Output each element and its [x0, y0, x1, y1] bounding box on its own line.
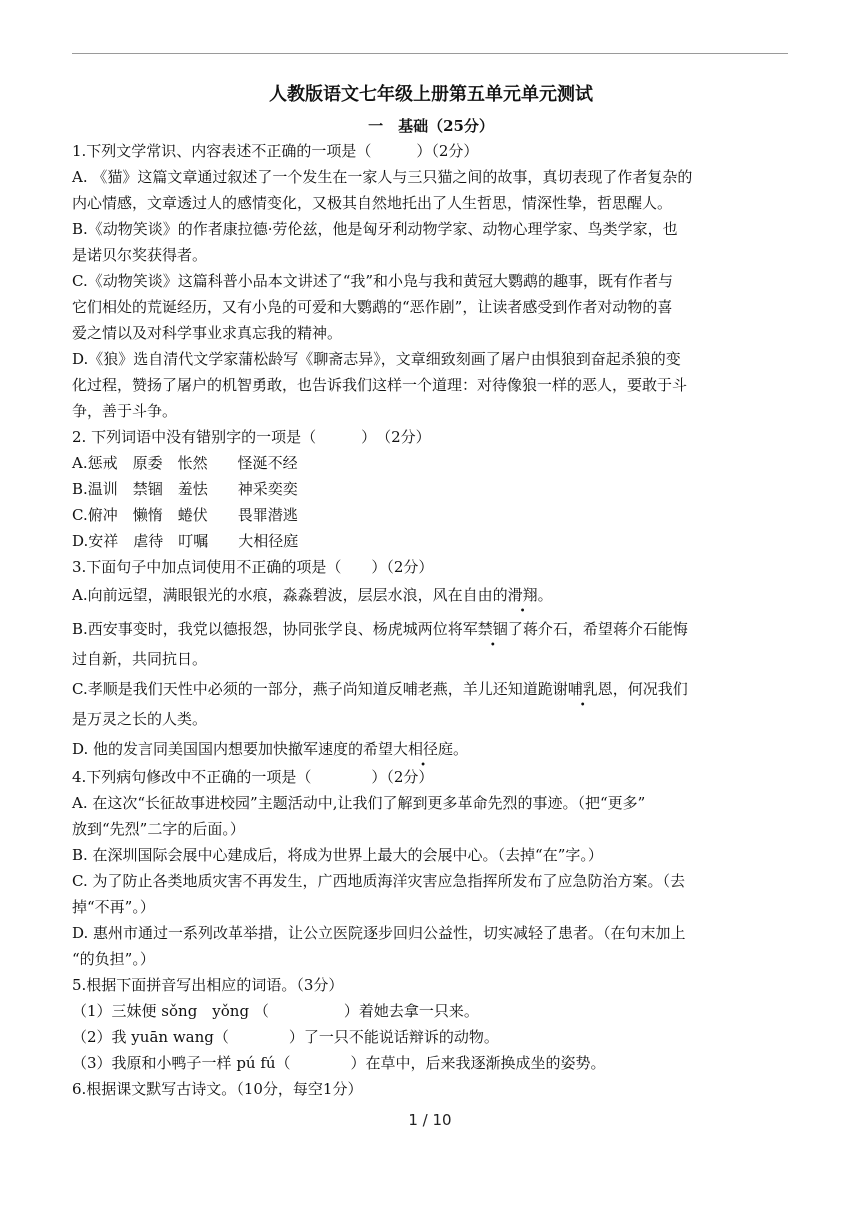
q3-c-dotted-word: 哺乳	[567, 680, 598, 698]
q3-b-dotted-word: 禁锢	[477, 620, 508, 638]
q5-item-1: （1）三妹便 sǒng yǒng （ ）着她去拿一只来。	[72, 1002, 479, 1020]
q1-option-a-line1: A. 《猫》这篇文章通过叙述了一个发生在一家人与三只猫之间的故事，真切表现了作者复杂的	[72, 168, 693, 186]
q4-option-c-line1: C. 为了防止各类地质灾害不再发生，广西地质海洋灾害应急指挥所发布了应急防治方案。（去	[72, 872, 685, 890]
q3-b-text-end: 了蒋介石，希望蒋介石能悔	[507, 620, 688, 638]
q4-option-a-line2: 放到“先烈”二字的后面。）	[72, 820, 245, 838]
q3-c-text-end: 恩，何况我们	[597, 680, 688, 698]
q1-option-d-line3: 争，善于斗争。	[72, 402, 178, 420]
q4-option-d-line2: “的负担”。）	[72, 950, 155, 968]
q3-a-text: A.向前远望，满眼银光的水痕，淼淼碧波，层层水浪，风在自由的	[72, 586, 508, 604]
q4-option-d-line1: D. 惠州市通过一系列改革举措，让公立医院逐步回归公益性，切实减轻了患者。（在句末加上	[72, 924, 686, 942]
q3-option-c	[72, 674, 790, 704]
q3-option-b-line2: 过自新，共同抗日。	[72, 650, 208, 668]
q2-option-a: A.惩戒 原委 怅然 怪涎不经	[72, 454, 298, 472]
header-rule	[72, 53, 788, 54]
q1-option-c-line1: C.《动物笑谈》这篇科普小品本文讲述了“我”和小凫与我和黄冠大鹦鹉的趣事，既有作者与	[72, 272, 674, 290]
q5-item-2: （2）我 yuān wang（ ）了一只不能说话辩诉的动物。	[72, 1028, 499, 1046]
document-body	[72, 82, 790, 1102]
q1-option-b-line2: 是诺贝尔奖获得者。	[72, 246, 208, 264]
q3-d-text-end: 。	[453, 740, 469, 758]
q3-d-text: D. 他的发言同美国国内想要加快撤军速度的希望	[72, 740, 394, 758]
q3-option-c-line2: 是万灵之长的人类。	[72, 710, 208, 728]
q2-option-b: B.温训 禁锢 羞怯 神采奕奕	[72, 480, 298, 498]
q4-option-b: B. 在深圳国际会展中心建成后，将成为世界上最大的会展中心。（去掉“在”字。）	[72, 846, 603, 864]
q3-d-dotted-word: 大相径庭	[393, 740, 454, 758]
q5-stem: 5.根据下面拼音写出相应的词语。（3分）	[72, 976, 344, 994]
q1-option-a-line2: 内心情感，文章透过人的感情变化，又极其自然地托出了人生哲思，情深性挚，哲思醒人。	[72, 194, 673, 212]
q6-stem: 6.根据课文默写古诗文。（10分，每空1分）	[72, 1080, 363, 1098]
q4-stem: 4.下列病句修改中不正确的一项是（ ）（2分）	[72, 768, 434, 786]
q1-option-c-line2: 它们相处的荒诞经历，又有小凫的可爱和大鹦鹉的“恶作剧”，让读者感受到作者对动物的喜	[72, 298, 673, 316]
q3-b-text: B.西安事变时，我党以德报怨，协同张学良、杨虎城两位将军	[72, 620, 478, 638]
page-number: 1 / 10	[408, 1111, 452, 1129]
q3-stem: 3.下面句子中加点词使用不正确的项是（ ）（2分）	[72, 558, 434, 576]
q3-a-text-end: 。	[537, 586, 553, 604]
q1-option-d-line2: 化过程，赞扬了屠户的机智勇敢，也告诉我们这样一个道理：对待像狼一样的恶人，要敢于斗	[72, 376, 688, 394]
q1-option-c-line3: 爱之情以及对科学事业求真忘我的精神。	[72, 324, 343, 342]
q2-option-c: C.俯冲 懒惰 蜷伏 畏罪潜逃	[72, 506, 298, 524]
q4-option-a-line1: A. 在这次“长征故事进校园”主题活动中,让我们了解到更多革命先烈的事迹。（把“更多”	[72, 794, 646, 812]
q4-option-c-line2: 掉“不再”。）	[72, 898, 155, 916]
q1-option-d-line1: D.《狼》选自清代文学家蒲松龄写《聊斋志异》，文章细致刻画了屠户由惧狼到奋起杀狼的变	[72, 350, 681, 368]
q3-option-b	[72, 614, 790, 644]
q2-stem: 2. 下列词语中没有错别字的一项是（ ） （2分）	[72, 428, 431, 446]
section-heading: 一 基础（25分）	[368, 117, 494, 135]
q2-option-d: D.安祥 虐待 叮嘱 大相径庭	[72, 532, 299, 550]
q5-item-3: （3）我原和小鸭子一样 pú fú（ ）在草中，后来我逐渐换成坐的姿势。	[72, 1054, 606, 1072]
q3-option-a	[72, 580, 790, 610]
q1-option-b-line1: B.《动物笑谈》的作者康拉德·劳伦兹，他是匈牙利动物学家、动物心理学家、鸟类学家，也	[72, 220, 678, 238]
q1-stem: 1.下列文学常识、内容表述不正确的一项是（ ）（2分）	[72, 142, 479, 160]
q3-a-dotted-word: 滑翔	[507, 586, 538, 604]
page-title: 人教版语文七年级上册第五单元单元测试	[269, 84, 593, 105]
q3-c-text: C.孝顺是我们天性中必须的一部分，燕子尚知道反哺老燕，羊儿还知道跪谢	[72, 680, 568, 698]
q3-option-d	[72, 734, 790, 764]
